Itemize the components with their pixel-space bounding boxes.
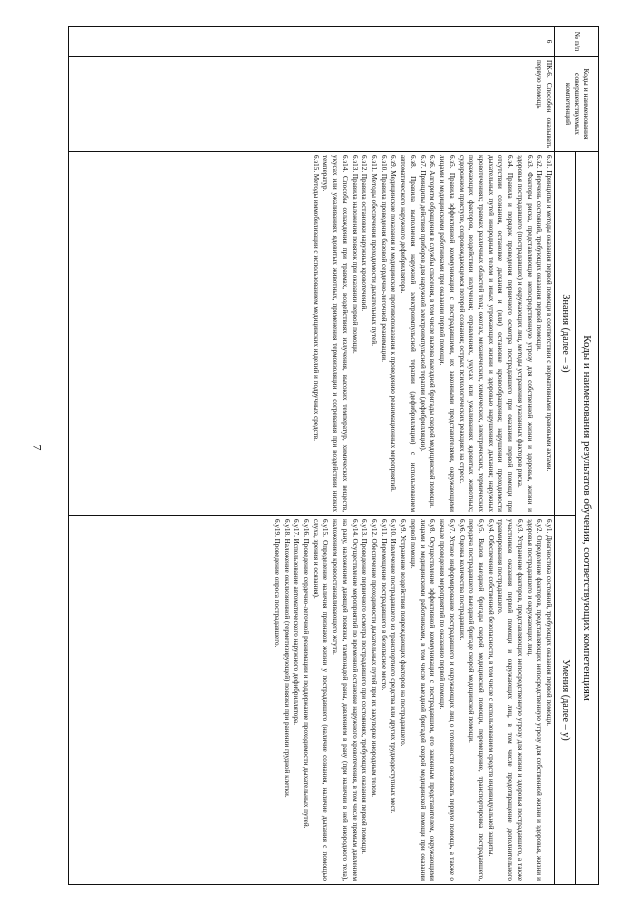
skill-item: 6.у13. Проведение первичного осмотра пострадавшего при состояниях, требующих оказания первой помощи. xyxy=(360,519,369,854)
skill-item: 6.у7. Устное информирование пострадавшего и окружающих лиц о готовности оказывать первую помощь, а также о начале проведения мероприятий по оказанию первой помощи. xyxy=(438,519,456,881)
rotated-page-content xyxy=(68,26,599,884)
header-knowledge: Знания (далее – з) xyxy=(555,152,576,516)
knowledge-item: 6.з7. Принципы действия приборов для наружной электроимпульсной терапии (дефибрилляции). xyxy=(418,155,427,452)
header-num: № п/п xyxy=(555,27,599,57)
knowledge-item: 6.з13. Правила наложения повязок при оказании первой помощи. xyxy=(350,155,359,354)
skill-item: 6.у15. Определение наличия признаков жизни у пострадавшего (наличие сознания, наличие дыхания с помощью слуха, зрения и осязания). xyxy=(311,519,330,881)
knowledge-item: 6.з14. Способы охлаждения при травмах, воздействиях излучения, высоких температур, химических веществ, укусах или ужаливаниях ядовитых животных, применения термоизоляции и согревания при воздействии низких температур. xyxy=(321,155,349,512)
competence-name: ПК-6. Способен оказывать первую помощь xyxy=(69,57,555,152)
skill-item: 6.у9. Устранение воздействия повреждающих факторов на пострадавшего. xyxy=(399,519,408,747)
skills-cell xyxy=(69,516,555,885)
row-number: 6 xyxy=(69,27,555,57)
knowledge-item: 6.з10. Правила проведения базовой сердечно-легочной реанимации. xyxy=(379,155,388,362)
knowledge-item: 6.з15. Методы иммобилизации с использованием медицинских изделий и подручных средств. xyxy=(311,155,320,441)
knowledge-item: 6.з11. Методы обеспечения проходимости дыхательных путей. xyxy=(370,155,379,346)
skill-item: 6.у4. Обеспечение собственной безопасности, в том числе с использованием средств индивидуальной защиты. xyxy=(486,519,495,857)
skill-item: 6.у1. Диагностика состояний, требующих оказания первой помощи. xyxy=(545,519,553,726)
header-learning-results: Коды и наименования результатов обучения, соответствующих компетенциям xyxy=(576,152,599,885)
skill-item: 6.у18. Наложение окклюзионной (герметизирующей) повязки при ранении грудной клетки. xyxy=(282,519,291,798)
knowledge-item: 6.з12. Правила остановки наружных кровотечений. xyxy=(360,155,369,312)
knowledge-item: 6.з1. Принципы и методы оказания первой помощи в соответствии с нормативными правовыми актами. xyxy=(545,155,553,472)
skill-item: 6.у2. Определение факторов, представляющих непосредственную угрозу для собственной жизни и здоровья, жизни и здоровья пострадавшего и окружающих лиц. xyxy=(525,519,544,881)
skill-item: 6.у19. Проведение опроса пострадавшего. xyxy=(272,519,281,648)
skill-item: 6.у16. Проведение сердечно-легочной реанимации и поддержание проходимости дыхательных путей. xyxy=(302,519,311,829)
header-skills: Умения (далее – у) xyxy=(555,516,576,885)
knowledge-item: 6.з8. Правила выполнения наружной электроимпульсной терапии (дефибрилляции) с использованием автоматического наружного дефибриллятора. xyxy=(399,155,417,512)
skill-item: 6.у8. Осуществление эффективной коммуникации с пострадавшим, его законным представителем, окружающими лицами и медицинскими работниками, в том числе выездной бригадой скорой медицинской помощи при оказании первой помощи. xyxy=(408,519,437,881)
knowledge-item: 6.з2. Перечень состояний, требующих оказания первой помощи. xyxy=(535,155,544,351)
header-competence-codes: Коды и наименования совершенствуемых компетенций xyxy=(555,57,599,152)
page-number: 7 xyxy=(30,444,45,451)
knowledge-item: 6.з5. Правила эффективной коммуникации с пострадавшими, их законными представителями, окружающими лицами и медицинскими работниками при оказании первой помощи. xyxy=(438,155,456,512)
knowledge-item: 6.з4. Правила и порядок проведения первичного осмотра пострадавшего при оказании первой помощи при отсутствии сознания, остановке дыхания и (или) остановке кровообращения; нарушении проходимости дыхательных путей инородным телом и иных угрожающих жизни и здоровью нарушениях дыхания; наружных кровотечениях; травмах различных областей тела; ожогах, механических, химических, электрических, термических поражающих факторов, воздействии излучения; отравлениях, укусах или ужаливаниях ядовитых животных; судорожном приступе, сопровождающемся потерей сознания; острых психологических реакциях на стресс. xyxy=(457,155,515,512)
competence-table xyxy=(68,26,599,885)
knowledge-cell xyxy=(69,152,555,516)
skill-item: 6.у3. Устранение факторов, представляющих непосредственную угрозу для жизни и здоровья пострадавшего, а также участников оказания первой помощи и окружающих лиц, в том числе предотвращение дополнительного травмирования пострадавшего. xyxy=(496,519,524,881)
table-row xyxy=(69,27,555,885)
skill-item: 6.у12. Обеспечение проходимости дыхательных путей при их закупорке инородным телом. xyxy=(370,519,379,797)
skill-item: 6.у14. Осуществление мероприятий по временной остановке наружного кровотечения, в том числе прямым давлением на рану, наложением давящей повязки, тампонадой раны, давлением в рану (при наличии в ней инородного тела), наложением кровоостанавливающего жгута. xyxy=(331,519,359,881)
knowledge-item: 6.з9. Медицинские показания и медицинские противопоказания к проведению реанимационных мероприятий. xyxy=(389,155,398,492)
skill-item: 6.у6. Оценка количества пострадавших. xyxy=(457,519,466,641)
knowledge-item: 6.з3. Факторы риска, представляющие непосредственную угрозу для собственной жизни и здоровья, жизни и здоровья пострадавшего (пострадавших) и окружающих лиц, методы устранения указанных факторов риска. xyxy=(515,155,534,512)
skill-item: 6.у10. Извлечение пострадавшего из транспортного средства или других труднодоступных мест. xyxy=(389,519,398,814)
knowledge-item: 6.з6. Алгоритм обращения в службы спасения, в том числе вызова выездной бригады скорой медицинской помощи. xyxy=(428,155,437,508)
skill-item: 6.у17. Использование автоматического наружного дефибриллятора. xyxy=(292,519,301,725)
skill-item: 6.у11. Перемещение пострадавшего в безопасное место. xyxy=(379,519,388,691)
skill-item: 6.у5. Вызов выездной бригады скорой медицинской помощи, перемещение, транспортировка пострадавшего, передача пострадавшего выездной бригаде скорой медицинской помощи. xyxy=(467,519,485,881)
